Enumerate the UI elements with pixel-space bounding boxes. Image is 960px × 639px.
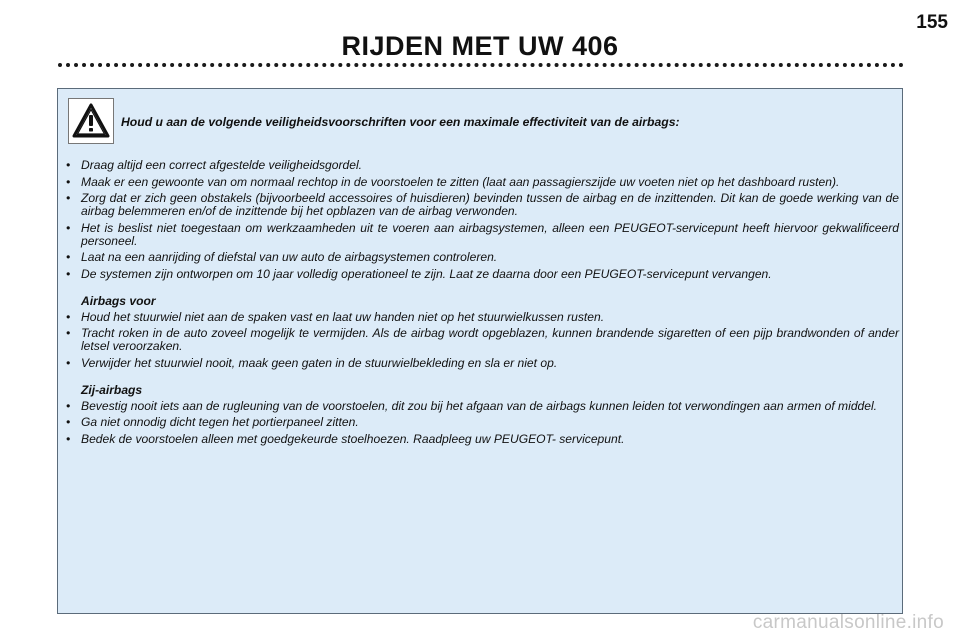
item-text: Ga niet onnodig dicht tegen het portierpaneel zitten. bbox=[81, 415, 359, 429]
page-number: 155 bbox=[916, 12, 948, 33]
list-item bbox=[64, 416, 899, 429]
item-text: De systemen zijn ontworpen om 10 jaar volledig operationeel te zijn. Laat ze daarna door een PEUGEOT-servicepunt vervangen. bbox=[81, 266, 772, 281]
bullet: • bbox=[66, 415, 71, 429]
title-divider bbox=[58, 63, 904, 67]
list-item bbox=[64, 327, 899, 353]
list-item bbox=[64, 268, 899, 281]
item-text: Het is beslist niet toegestaan om werkzaamheden uit te voeren aan airbagsystemen, alleen een PEUGEOT-servicepunt heeft hiervoor gekwalificeerd personeel. bbox=[81, 220, 899, 248]
warning-triangle-icon bbox=[72, 103, 110, 139]
page-title: RIJDEN MET UW 406 bbox=[341, 31, 619, 61]
item-text: Laat na een aanrijding of diefstal van uw auto de airbagsystemen controleren. bbox=[81, 250, 498, 264]
airbag-safety-box bbox=[57, 88, 903, 614]
list-item bbox=[64, 176, 899, 189]
warning-icon-frame bbox=[68, 98, 114, 144]
side-airbags-heading: Zij-airbags bbox=[81, 382, 143, 397]
bullet: • bbox=[66, 355, 71, 370]
item-text: Draag altijd een correct afgestelde veiligheidsgordel. bbox=[81, 158, 363, 172]
bullet: • bbox=[66, 174, 71, 189]
bullet: • bbox=[66, 158, 71, 172]
item-text: Maak er een gewoonte van om normaal rechtop in de voorstoelen te zitten (laat aan passagierszijde uw voeten niet op het dashboard rusten). bbox=[81, 174, 840, 189]
bullet: • bbox=[66, 250, 71, 264]
list-item bbox=[64, 433, 899, 446]
bullet: • bbox=[66, 326, 71, 340]
item-text: Verwijder het stuurwiel nooit, maak geen gaten in de stuurwielbekleding en sla er niet op. bbox=[81, 355, 558, 370]
front-airbags-heading: Airbags voor bbox=[81, 293, 156, 308]
list-item bbox=[64, 159, 899, 172]
item-text: Bevestig nooit iets aan de rugleuning van de voorstoelen, dit zou bij het afgaan van de airbags kunnen leiden tot verwondingen aan armen of middel. bbox=[81, 398, 878, 413]
list-item bbox=[64, 251, 899, 264]
list-item bbox=[64, 400, 899, 413]
list-item bbox=[64, 222, 899, 248]
item-text: Houd het stuurwiel niet aan de spaken vast en laat uw handen niet op het stuurwielkussen rusten. bbox=[81, 309, 605, 324]
item-text: Bedek de voorstoelen alleen met goedgekeurde stoelhoezen. Raadpleeg uw PEUGEOT- servicepunt. bbox=[81, 431, 625, 446]
bullet: • bbox=[66, 309, 71, 324]
safety-content bbox=[64, 159, 899, 449]
list-item bbox=[64, 357, 899, 370]
bullet: • bbox=[66, 431, 71, 446]
bullet: • bbox=[66, 191, 71, 205]
bullet: • bbox=[66, 266, 71, 281]
list-item bbox=[64, 192, 899, 218]
bullet: • bbox=[66, 398, 71, 413]
item-text: Tracht roken in de auto zoveel mogelijk te vermijden. Als de airbag wordt opgeblazen, kunnen brandende sigaretten of een pijp brandwonden of ander letsel veroorzaken. bbox=[81, 326, 899, 353]
watermark: carmanualsonline.info bbox=[752, 612, 944, 633]
bullet: • bbox=[66, 220, 71, 235]
item-text: Zorg dat er zich geen obstakels (bijvoorbeeld accessoires of huisdieren) bevinden tussen de airbag en de inzittenden. Dit kan de goede werking van de airbag belemmeren en/of de inzittende bij het opblazen van de airbag verwonden. bbox=[81, 191, 899, 218]
warning-intro: Houd u aan de volgende veiligheidsvoorschriften voor een maximale effectiviteit van de airbags: bbox=[121, 115, 680, 129]
list-item bbox=[64, 311, 899, 324]
